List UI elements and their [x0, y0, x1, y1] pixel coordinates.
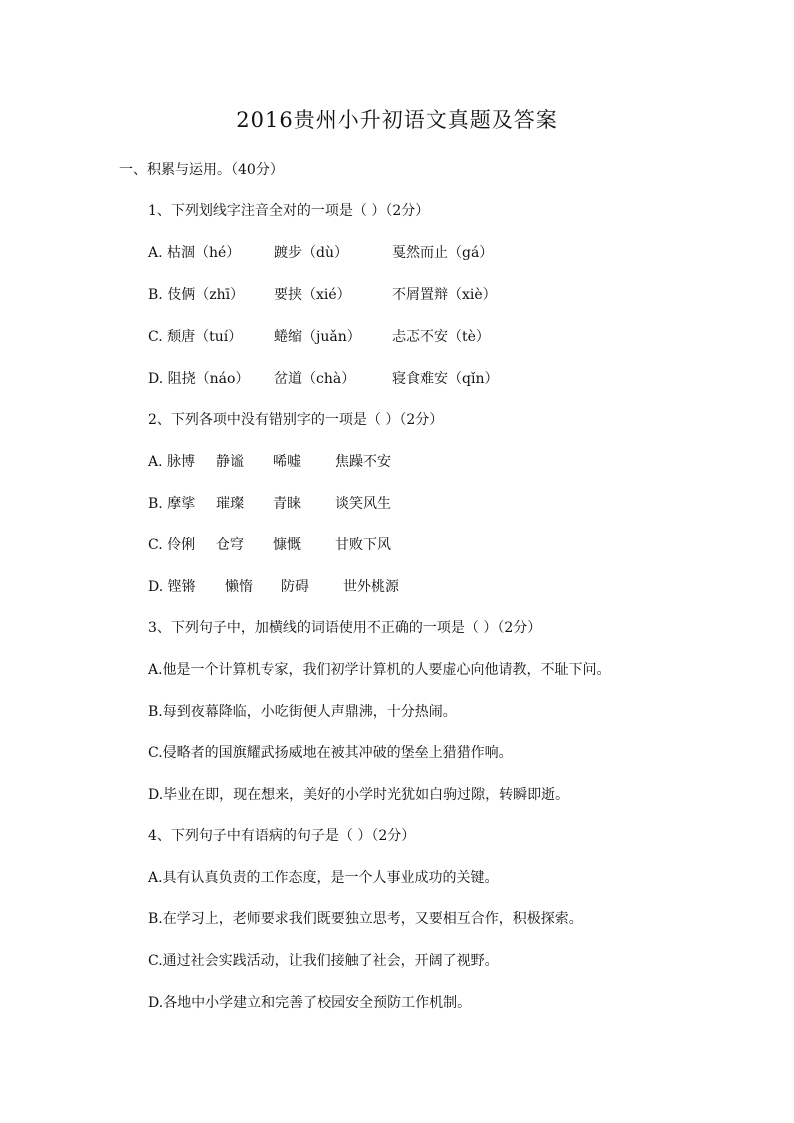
q3-option-c: C.侵略者的国旗耀武扬威地在被其冲破的堡垒上猎猎作响。: [148, 745, 513, 761]
q1-b-item3: 不屑置辩（xiè）: [392, 287, 497, 303]
q1-b-item1: B. 伎俩（zhī）: [148, 287, 245, 303]
q1-a-item3: 戛然而止（gá）: [392, 245, 494, 261]
q2-c-item4: 甘败下风: [335, 537, 391, 553]
q2-option-d: [148, 577, 399, 597]
q4-option-c: C.通过社会实践活动，让我们接触了社会，开阔了视野。: [148, 953, 499, 969]
q2-c-item3: 慷慨: [273, 537, 301, 553]
q1-d-item1: D. 阻挠（náo）: [148, 371, 250, 387]
q1-a-item2: 踱步（dù）: [274, 245, 348, 261]
q3-option-d: D.毕业在即，现在想来，美好的小学时光犹如白驹过隙，转瞬即逝。: [148, 787, 570, 803]
q2-d-item2: 懒惰: [225, 579, 253, 595]
section-heading: 一、积累与运用。（40分）: [119, 162, 284, 178]
q2-d-item4: 世外桃源: [343, 579, 399, 595]
q2-b-item2: 璀璨: [216, 496, 244, 512]
q1-b-item2: 要挟（xié）: [274, 287, 351, 303]
q2-d-item3: 防碍: [281, 579, 309, 595]
q2-option-c: [148, 535, 391, 555]
q2-a-item1: A. 脉博: [148, 454, 196, 470]
q1-option-b: [148, 285, 497, 305]
question-1-stem: 1、下列划线字注音全对的一项是（ ）（2分）: [148, 203, 430, 219]
q1-c-item1: C. 颓唐（tuí）: [148, 329, 243, 345]
q2-b-item1: B. 摩挲: [148, 496, 196, 512]
q1-option-a: [148, 243, 493, 263]
q2-option-b: [148, 494, 391, 514]
q1-c-item3: 忐忑不安（tè）: [392, 329, 490, 345]
q2-c-item1: C. 伶俐: [148, 537, 196, 553]
q2-a-item4: 焦躁不安: [335, 454, 391, 470]
q1-option-c: [148, 327, 490, 347]
page-title: 2016贵州小升初语文真题及答案: [236, 108, 558, 132]
q4-option-a: A.具有认真负责的工作态度，是一个人事业成功的关键。: [148, 870, 499, 886]
q1-a-item1: A. 枯涸（hé）: [148, 245, 241, 261]
question-4-stem: 4、下列句子中有语病的句子是（ ）（2分）: [148, 828, 416, 844]
q2-c-item2: 仓穹: [216, 537, 244, 553]
q2-a-item2: 静谧: [216, 454, 244, 470]
q3-option-b: B.每到夜幕降临，小吃街便人声鼎沸，十分热闹。: [148, 704, 457, 720]
q4-option-d: D.各地中小学建立和完善了校园安全预防工作机制。: [148, 995, 472, 1011]
question-2-stem: 2、下列各项中没有错别字的一项是（ ）（2分）: [148, 412, 444, 428]
q4-option-b: B.在学习上，老师要求我们既要独立思考，又要相互合作，积极探索。: [148, 911, 583, 927]
q2-option-a: [148, 452, 391, 472]
question-3-stem: 3、下列句子中，加横线的词语使用不正确的一项是（ ）（2分）: [148, 620, 542, 636]
q1-option-d: [148, 369, 498, 389]
q1-d-item2: 岔道（chà）: [274, 371, 356, 387]
q2-d-item1: D. 铿锵: [148, 579, 196, 595]
q1-d-item3: 寝食难安（qǐn）: [392, 371, 499, 387]
q2-b-item3: 青睐: [273, 496, 301, 512]
q1-c-item2: 蜷缩（juǎn）: [274, 329, 361, 345]
q2-b-item4: 谈笑风生: [335, 496, 391, 512]
q2-a-item3: 唏嘘: [273, 454, 301, 470]
q3-option-a: A.他是一个计算机专家，我们初学计算机的人要虚心向他请教，不耻下问。: [148, 662, 611, 678]
